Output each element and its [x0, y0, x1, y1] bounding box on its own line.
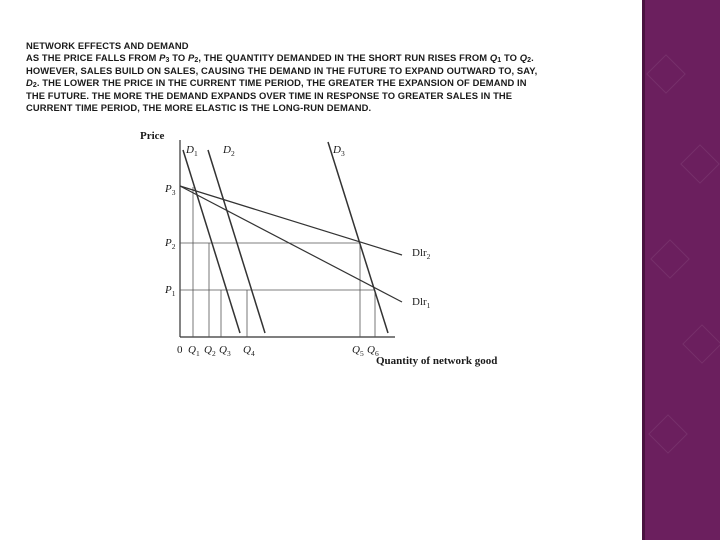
label-p1: $P_1$ [165, 284, 176, 298]
text-line-4: $D_2$. THE LOWER THE PRICE IN THE CURRENT TIME PERIOD, THE GREATER THE EXPANSION OF DEMAND IN [26, 77, 527, 90]
sidebar-pattern-shape [648, 414, 688, 454]
label-q4: $Q_4$ [243, 344, 255, 358]
label-d2: $D_2$ [223, 144, 235, 158]
sidebar-pattern-shape [682, 324, 720, 364]
label-d3: $D_3$ [333, 144, 345, 158]
text-line-6: CURRENT TIME PERIOD, THE MORE ELASTIC IS THE LONG-RUN DEMAND. [26, 102, 372, 114]
label-q3: $Q_3$ [219, 344, 231, 358]
y-axis-label: Price [140, 130, 165, 142]
x-axis-label: Quantity of network good [376, 355, 498, 367]
sidebar-pattern-shape [650, 239, 690, 279]
sidebar-edge [642, 0, 645, 540]
label-q2: $Q_2$ [204, 344, 216, 358]
demand-curve-d2 [208, 150, 265, 333]
label-d1: $D_1$ [186, 144, 198, 158]
label-q5: $Q_5$ [352, 344, 364, 358]
origin-label: 0 [177, 344, 183, 356]
slide-title: NETWORK EFFECTS AND DEMAND [26, 40, 189, 51]
label-dlr1: Dlr$_1$ [412, 296, 431, 310]
label-q6: $Q_6$ [367, 344, 379, 358]
text-line-2: AS THE PRICE FALLS FROM $P_3$ TO $P_2$, THE QUANTITY DEMANDED IN THE SHORT RUN RISES FROM $Q_1$ TO $Q_2$. [26, 52, 534, 65]
demand-curve-d3 [328, 142, 388, 333]
sidebar-pattern-shape [680, 144, 720, 184]
label-p3: $P_3$ [165, 183, 176, 197]
label-p2: $P_2$ [165, 237, 176, 251]
demand-curve-d1 [183, 150, 240, 333]
text-line-5: THE FUTURE. THE MORE THE DEMAND EXPANDS OVER TIME IN RESPONSE TO GREATER SALES IN THE [26, 89, 513, 101]
long-run-demand-dlr1 [180, 186, 402, 302]
decorative-sidebar [642, 0, 720, 540]
text-line-3: HOWEVER, SALES BUILD ON SALES, CAUSING THE DEMAND IN THE FUTURE TO EXPAND OUTWARD TO, SAY, [26, 64, 538, 76]
label-q1: $Q_1$ [188, 344, 200, 358]
sidebar-pattern-shape [646, 54, 686, 94]
label-dlr2: Dlr$_2$ [412, 247, 431, 261]
